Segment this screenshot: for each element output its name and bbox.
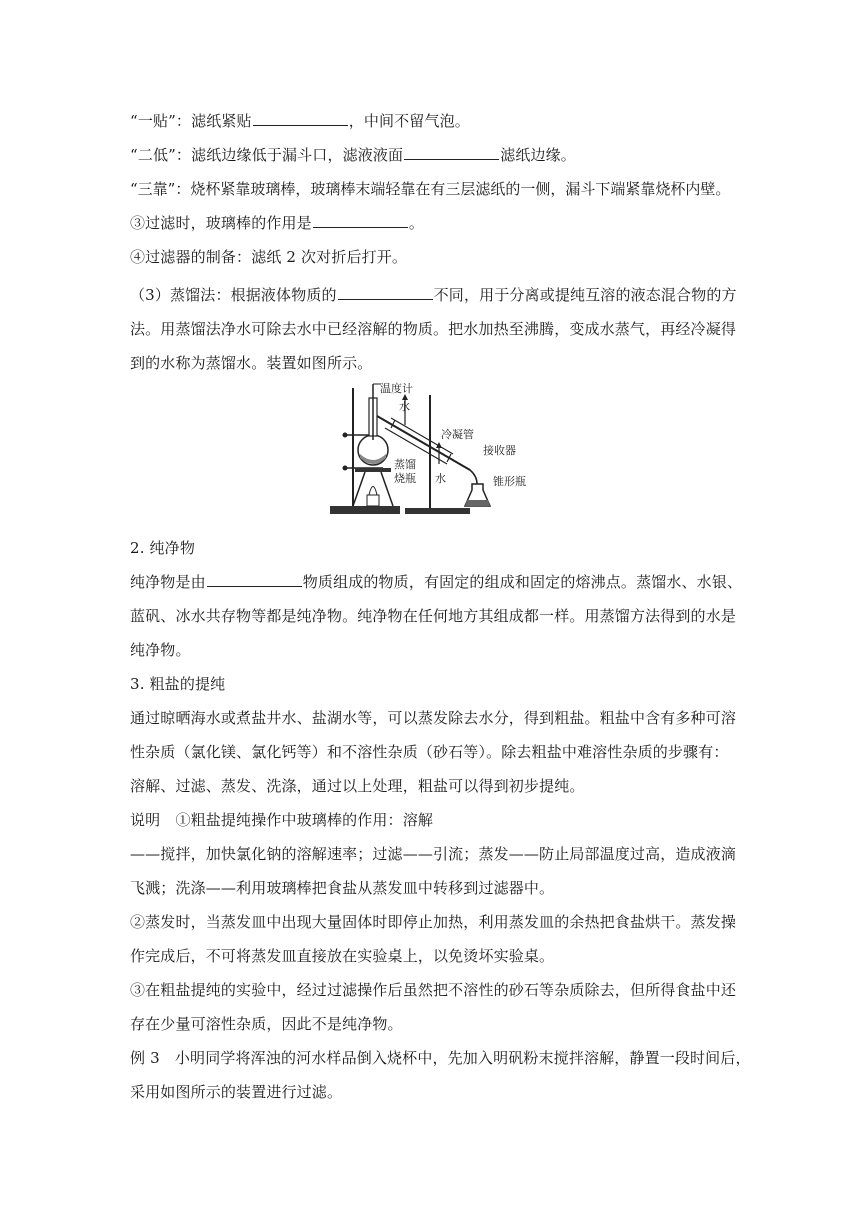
text-line-21: 作完成后，不可将蒸发皿直接放在实验桌上，以免烫坏实验桌。 bbox=[130, 947, 555, 965]
text-line-15: 性杂质（氯化镁、氯化钙等）和不溶性杂质（砂石等）。除去粗盐中难溶性杂质的步骤有： bbox=[130, 743, 729, 761]
text-line-18: ——搅拌，加快氯化钠的溶解速率；过滤——引流；蒸发——防止局部温度过高，造成液滴 bbox=[130, 845, 737, 863]
wire-gauze bbox=[355, 468, 391, 472]
label-condenser: 冷凝管 bbox=[441, 428, 474, 441]
fill-blank[interactable] bbox=[253, 111, 348, 126]
text-line-8: 到的水称为蒸馏水。装置如图所示。 bbox=[130, 354, 373, 372]
fill-blank[interactable] bbox=[313, 213, 408, 228]
text-line-19: 飞溅；洗涤——利用玻璃棒把食盐从蒸发皿中转移到过滤器中。 bbox=[130, 879, 555, 897]
distillation-apparatus-figure bbox=[325, 380, 535, 520]
text-line-20: ②蒸发时，当蒸发皿中出现大量固体时即停止加热，利用蒸发皿的余热把食盐烘干。蒸发操 bbox=[130, 913, 737, 931]
fill-blank[interactable] bbox=[207, 572, 302, 587]
fill-blank[interactable] bbox=[338, 285, 433, 300]
text-line-10: 纯净物是由 物质组成的物质，有固定的组成和固定的熔沸点。蒸馏水、水银、 bbox=[130, 573, 743, 591]
text-line-7: 法。用蒸馏法净水可除去水中已经溶解的物质。把水加热至沸腾，变成水蒸气，再经冷凝得 bbox=[130, 320, 737, 338]
stand-base-2 bbox=[405, 508, 470, 514]
text-line-12: 纯净物。 bbox=[130, 641, 191, 659]
text-line-22: ③在粗盐提纯的实验中，经过过滤操作后虽然把不溶性的砂石等杂质除去，但所得食盐中还 bbox=[130, 981, 737, 999]
condenser-tube bbox=[377, 416, 470, 470]
text-line-6: （3）蒸馏法：根据液体物质的 不同，用于分离或提纯互溶的液态混合物的方 bbox=[130, 286, 737, 304]
text-line-4: ③过滤时，玻璃棒的作用是 。 bbox=[130, 214, 424, 232]
text-line-11: 蓝矾、冰水共存物等都是纯净物。纯净物在任何地方其组成都一样。用蒸馏方法得到的水是 bbox=[130, 607, 737, 625]
text-line-16: 溶解、过滤、蒸发、洗涤，通过以上处理，粗盐可以得到初步提纯。 bbox=[130, 777, 585, 795]
stand-base bbox=[330, 506, 400, 514]
label-flask-2: 烧瓶 bbox=[394, 472, 416, 485]
text-line-3: “三靠”：烧杯紧靠玻璃棒，玻璃棒末端轻靠在有三层滤纸的一侧，漏斗下端紧靠烧杯内壁。 bbox=[130, 180, 731, 198]
text-line-17: 说明 ①粗盐提纯操作中玻璃棒的作用：溶解 bbox=[130, 811, 434, 829]
example-3-line-2: 采用如图所示的装置进行过滤。 bbox=[130, 1083, 343, 1101]
label-water-top: 水 bbox=[399, 400, 410, 413]
alcohol-lamp bbox=[367, 495, 379, 506]
text-line-5: ④过滤器的制备：滤纸 2 次对折后打开。 bbox=[130, 248, 408, 266]
example-3-line-1: 例 3 小明同学将浑浊的河水样品倒入烧杯中，先加入明矾粉末搅拌溶解，静置一段时间后， bbox=[130, 1049, 751, 1067]
text-line-2: “二低”：滤纸边缘低于漏斗口，滤液液面 滤纸边缘。 bbox=[130, 146, 576, 164]
text-line-1: “一贴”：滤纸紧贴 ，中间不留气泡。 bbox=[130, 112, 470, 130]
fill-blank[interactable] bbox=[404, 145, 499, 160]
distillation-diagram bbox=[325, 380, 535, 520]
text-line-23: 存在少量可溶性杂质，因此不是纯净物。 bbox=[130, 1015, 403, 1033]
label-water-bottom: 水 bbox=[435, 472, 446, 485]
label-thermometer: 温度计 bbox=[380, 382, 413, 395]
section-heading-3: 3. 粗盐的提纯 bbox=[130, 675, 226, 693]
text-line-14: 通过晾晒海水或煮盐井水、盐湖水等，可以蒸发除去水分，得到粗盐。粗盐中含有多种可溶 bbox=[130, 709, 737, 727]
label-flask-1: 蒸馏 bbox=[394, 458, 416, 471]
section-heading-2: 2. 纯净物 bbox=[130, 539, 195, 557]
label-conical-flask: 锥形瓶 bbox=[493, 475, 526, 488]
label-receiver: 接收器 bbox=[483, 444, 516, 457]
